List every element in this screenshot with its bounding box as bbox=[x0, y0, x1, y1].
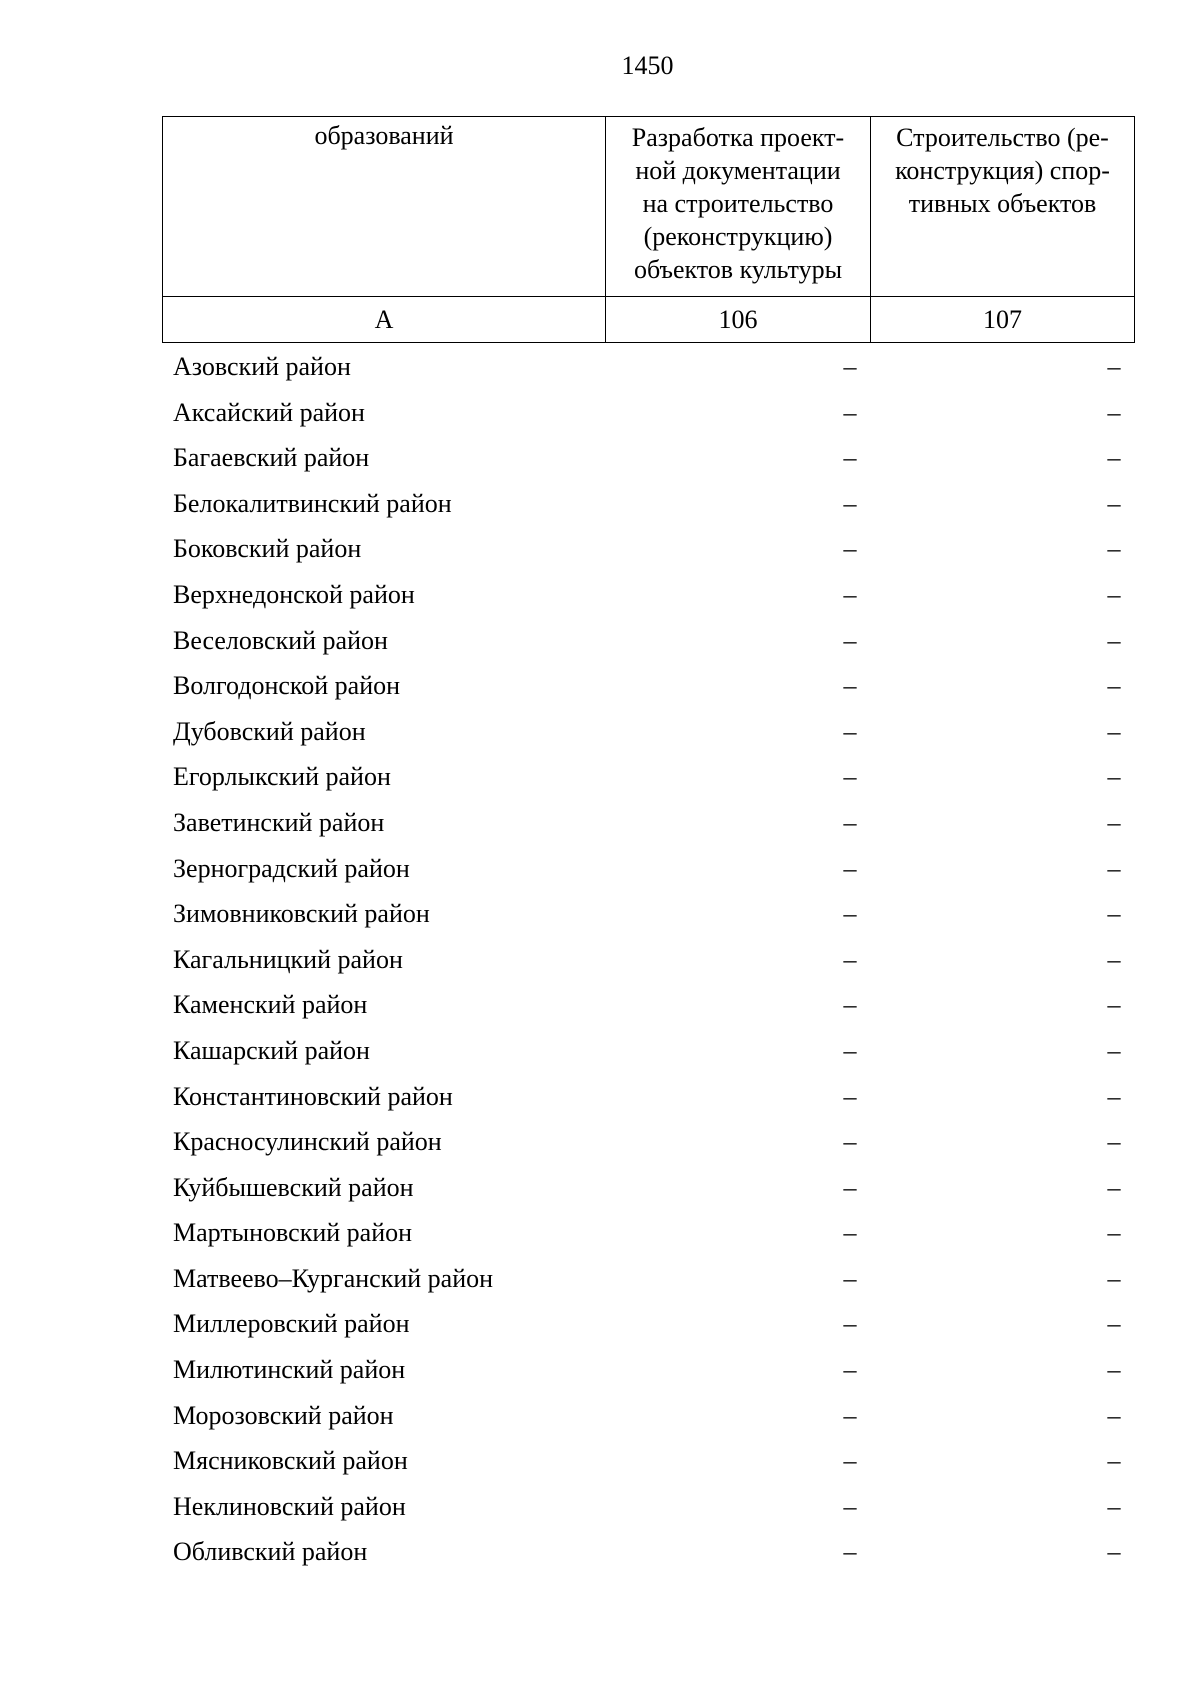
value-col-106: – bbox=[843, 853, 857, 883]
value-col-106: – bbox=[843, 579, 857, 609]
table-row bbox=[0, 481, 1200, 527]
column-number-row bbox=[163, 297, 1135, 343]
value-col-107: – bbox=[1107, 1400, 1121, 1430]
district-name: Морозовский район bbox=[173, 1400, 394, 1430]
value-col-106: – bbox=[843, 443, 857, 473]
header-cell-entities bbox=[163, 117, 606, 297]
table-row bbox=[0, 1529, 1200, 1575]
table-row bbox=[0, 891, 1200, 937]
value-col-107: – bbox=[1107, 671, 1121, 701]
value-col-106: – bbox=[843, 534, 857, 564]
table-row bbox=[0, 344, 1200, 390]
value-col-106: – bbox=[843, 1035, 857, 1065]
district-name: Кагальницкий район bbox=[173, 944, 403, 974]
district-name: Куйбышевский район bbox=[173, 1172, 414, 1202]
value-col-107: – bbox=[1107, 1355, 1121, 1385]
value-col-107: – bbox=[1107, 1081, 1121, 1111]
value-col-107: – bbox=[1107, 534, 1121, 564]
value-col-107: – bbox=[1107, 807, 1121, 837]
table-row bbox=[0, 663, 1200, 709]
table-row bbox=[0, 526, 1200, 572]
value-col-106: – bbox=[843, 1309, 857, 1339]
value-col-107: – bbox=[1107, 1218, 1121, 1248]
value-col-107: – bbox=[1107, 1491, 1121, 1521]
value-col-106: – bbox=[843, 488, 857, 518]
district-name: Миллеровский район bbox=[173, 1309, 410, 1339]
value-col-106: – bbox=[843, 625, 857, 655]
district-name: Волгодонской район bbox=[173, 671, 401, 701]
value-col-106: – bbox=[843, 762, 857, 792]
table-row bbox=[0, 754, 1200, 800]
header-row bbox=[163, 117, 1135, 297]
value-col-106: – bbox=[843, 1127, 857, 1157]
value-col-107: – bbox=[1107, 990, 1121, 1020]
header-text-sports-construction: Строительство (ре- конструкция) спор- тивных объектов bbox=[895, 123, 1110, 218]
table-row bbox=[0, 1119, 1200, 1165]
table-row bbox=[0, 800, 1200, 846]
table-header bbox=[162, 116, 1135, 343]
value-col-107: – bbox=[1107, 443, 1121, 473]
value-col-106: – bbox=[843, 1491, 857, 1521]
table-row bbox=[0, 1484, 1200, 1530]
value-col-106: – bbox=[843, 397, 857, 427]
header-text-entities: образований bbox=[314, 121, 454, 150]
value-col-107: – bbox=[1107, 1309, 1121, 1339]
value-col-106: – bbox=[843, 1537, 857, 1567]
table-row bbox=[0, 435, 1200, 481]
district-name: Каменский район bbox=[173, 990, 368, 1020]
table-row bbox=[0, 937, 1200, 983]
value-col-107: – bbox=[1107, 899, 1121, 929]
page-number: 1450 bbox=[621, 51, 674, 80]
table-row bbox=[0, 1165, 1200, 1211]
value-col-106: – bbox=[843, 944, 857, 974]
district-name: Зимовниковский район bbox=[173, 899, 430, 929]
district-name: Красносулинский район bbox=[173, 1127, 442, 1157]
value-col-106: – bbox=[843, 1400, 857, 1430]
district-name: Дубовский район bbox=[173, 716, 366, 746]
value-col-107: – bbox=[1107, 488, 1121, 518]
column-number-106: 106 bbox=[606, 297, 871, 343]
table-row bbox=[0, 982, 1200, 1028]
value-col-106: – bbox=[843, 990, 857, 1020]
value-col-107: – bbox=[1107, 762, 1121, 792]
value-col-107: – bbox=[1107, 716, 1121, 746]
district-name: Азовский район bbox=[173, 352, 351, 381]
header-cell-sports-construction bbox=[871, 117, 1135, 297]
header-cell-culture-design bbox=[606, 117, 871, 297]
district-name: Зерноградский район bbox=[173, 853, 410, 883]
district-name: Константиновский район bbox=[173, 1081, 453, 1111]
value-col-106: – bbox=[843, 1263, 857, 1293]
value-col-107: – bbox=[1107, 579, 1121, 609]
table-row bbox=[0, 1301, 1200, 1347]
value-col-106: – bbox=[843, 671, 857, 701]
value-col-107: – bbox=[1107, 1035, 1121, 1065]
district-list bbox=[0, 344, 1200, 1575]
district-name: Мясниковский район bbox=[173, 1446, 408, 1476]
value-col-107: – bbox=[1107, 944, 1121, 974]
value-col-107: – bbox=[1107, 352, 1121, 381]
value-col-106: – bbox=[843, 1218, 857, 1248]
table-row bbox=[0, 1074, 1200, 1120]
value-col-107: – bbox=[1107, 853, 1121, 883]
district-name: Матвеево–Курганский район bbox=[173, 1263, 494, 1293]
district-name: Заветинский район bbox=[173, 807, 385, 837]
district-name: Неклиновский район bbox=[173, 1491, 406, 1521]
column-number-a: А bbox=[163, 297, 606, 343]
column-number-107: 107 bbox=[871, 297, 1135, 343]
value-col-106: – bbox=[843, 1446, 857, 1476]
district-name: Белокалитвинский район bbox=[173, 488, 452, 518]
district-name: Милютинский район bbox=[173, 1355, 406, 1385]
value-col-106: – bbox=[843, 807, 857, 837]
district-name: Мартыновский район bbox=[173, 1218, 413, 1248]
value-col-107: – bbox=[1107, 1172, 1121, 1202]
table-row bbox=[0, 572, 1200, 618]
value-col-106: – bbox=[843, 1081, 857, 1111]
value-col-106: – bbox=[843, 899, 857, 929]
district-name: Багаевский район bbox=[173, 443, 370, 473]
district-name: Верхнедонской район bbox=[173, 579, 415, 609]
district-name: Кашарский район bbox=[173, 1035, 370, 1065]
value-col-107: – bbox=[1107, 625, 1121, 655]
value-col-106: – bbox=[843, 716, 857, 746]
value-col-107: – bbox=[1107, 1263, 1121, 1293]
value-col-107: – bbox=[1107, 1537, 1121, 1567]
table-row bbox=[0, 1028, 1200, 1074]
table-row bbox=[0, 846, 1200, 892]
value-col-107: – bbox=[1107, 397, 1121, 427]
table-row bbox=[0, 1256, 1200, 1302]
table-row bbox=[0, 1438, 1200, 1484]
header-text-culture-design: Разработка проект- ной документации на строительство (реконструкцию) объектов культуры bbox=[631, 123, 845, 284]
district-name: Аксайский район bbox=[173, 397, 365, 427]
table-row bbox=[0, 1210, 1200, 1256]
value-col-107: – bbox=[1107, 1127, 1121, 1157]
value-col-106: – bbox=[843, 352, 857, 381]
table-row bbox=[0, 390, 1200, 436]
table-row bbox=[0, 618, 1200, 664]
district-name: Егорлыкский район bbox=[173, 762, 391, 792]
value-col-106: – bbox=[843, 1355, 857, 1385]
table-row bbox=[0, 1347, 1200, 1393]
district-name: Обливский район bbox=[173, 1537, 368, 1567]
table-row bbox=[0, 709, 1200, 755]
district-name: Веселовский район bbox=[173, 625, 388, 655]
table-row bbox=[0, 1393, 1200, 1439]
value-col-107: – bbox=[1107, 1446, 1121, 1476]
value-col-106: – bbox=[843, 1172, 857, 1202]
district-name: Боковский район bbox=[173, 534, 362, 564]
